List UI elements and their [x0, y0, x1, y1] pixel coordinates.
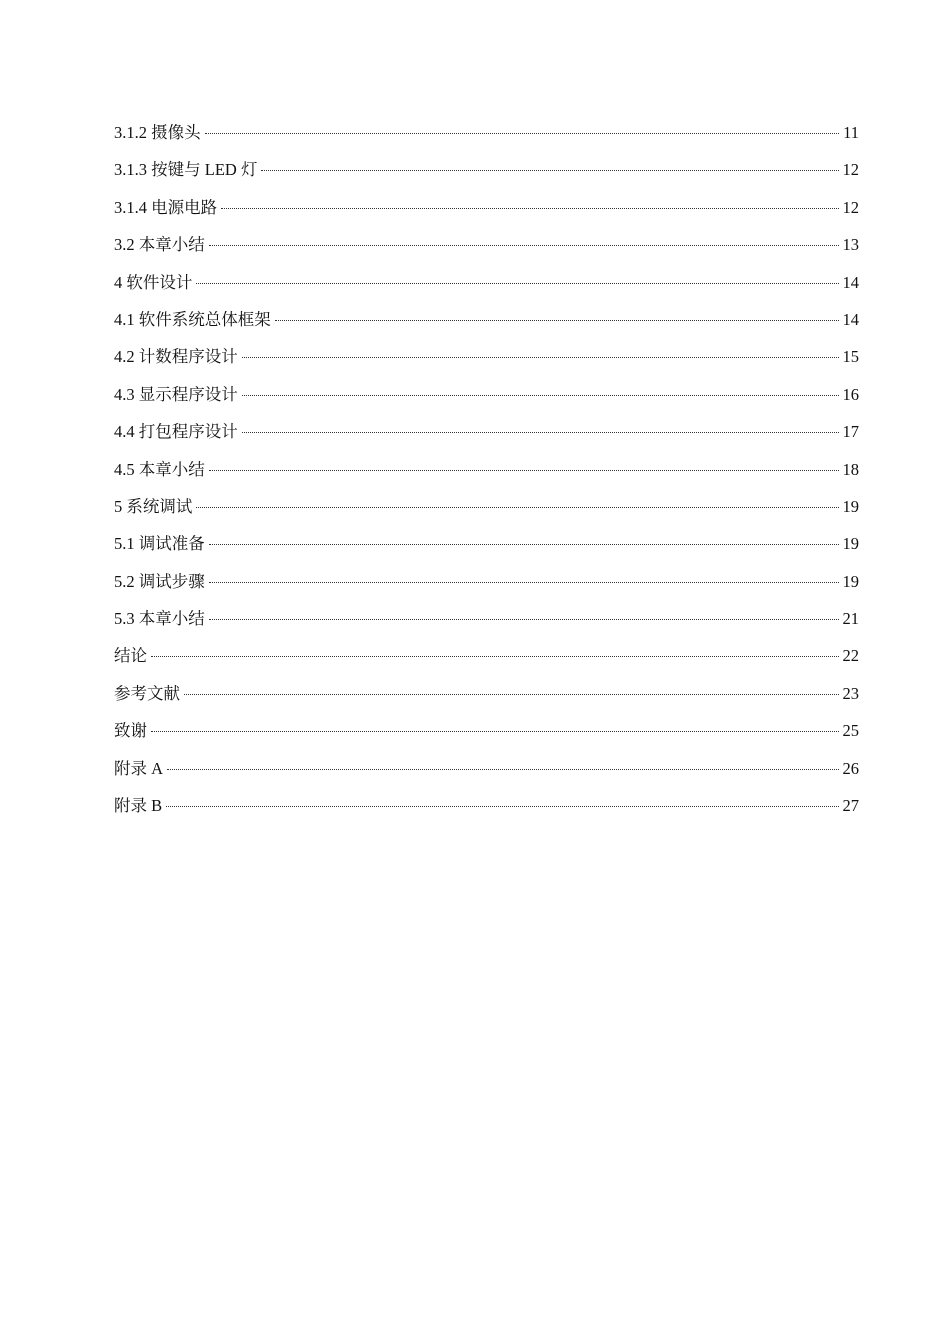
toc-dot-leader [242, 432, 839, 433]
toc-entry-title: 附录 B [114, 796, 163, 816]
toc-dot-leader [209, 470, 839, 471]
toc-entry-page: 19 [842, 534, 859, 554]
toc-dot-leader [261, 170, 838, 171]
toc-entry[interactable] [114, 383, 859, 420]
toc-dot-leader [151, 656, 839, 657]
toc-entry-page: 12 [842, 160, 859, 180]
toc-entry-page: 13 [842, 235, 859, 255]
toc-dot-leader [209, 582, 839, 583]
toc-entry-title: 3.1.2 摄像头 [114, 123, 201, 142]
toc-entry[interactable] [114, 757, 859, 794]
toc-entry-page: 22 [842, 646, 859, 666]
toc-entry[interactable] [114, 345, 859, 382]
toc-entry[interactable] [114, 607, 859, 644]
toc-entry-page: 15 [842, 347, 859, 367]
toc-entry-page: 18 [842, 459, 859, 479]
toc-entry[interactable] [114, 794, 859, 831]
toc-dot-leader [167, 769, 838, 770]
toc-entry-page: 14 [842, 272, 859, 292]
toc-entry-title: 3.2 本章小结 [114, 235, 205, 255]
toc-entry-title: 4 软件设计 [114, 272, 193, 292]
toc-entry-title: 致谢 [114, 721, 147, 741]
toc-dot-leader [166, 806, 838, 807]
toc-entry-title: 5.2 调试步骤 [114, 571, 205, 591]
toc-entry-title: 5.1 调试准备 [114, 534, 205, 554]
toc-entry-title: 结论 [114, 646, 147, 666]
toc-dot-leader [209, 544, 839, 545]
toc-dot-leader [242, 395, 839, 396]
toc-entry-title: 4.4 打包程序设计 [114, 422, 238, 442]
toc-entry-page: 19 [842, 571, 859, 591]
toc-dot-leader [209, 245, 839, 246]
toc-dot-leader [242, 357, 839, 358]
table-of-contents [114, 121, 859, 831]
toc-entry-page: 17 [842, 422, 859, 442]
toc-entry-page: 26 [842, 758, 859, 778]
toc-entry[interactable] [114, 158, 859, 195]
toc-entry[interactable] [114, 233, 859, 270]
toc-entry[interactable] [114, 644, 859, 681]
toc-entry-page: 11 [843, 123, 859, 142]
toc-entry[interactable] [114, 682, 859, 719]
toc-entry-page: 16 [842, 384, 859, 404]
toc-entry-title: 5.3 本章小结 [114, 609, 205, 629]
toc-entry[interactable] [114, 495, 859, 532]
toc-entry-page: 25 [842, 721, 859, 741]
toc-dot-leader [196, 507, 838, 508]
toc-entry-page: 21 [842, 609, 859, 629]
toc-entry[interactable] [114, 458, 859, 495]
toc-entry[interactable] [114, 420, 859, 457]
toc-entry-page: 14 [842, 309, 859, 329]
toc-entry[interactable] [114, 121, 859, 158]
toc-entry[interactable] [114, 570, 859, 607]
toc-entry-title: 3.1.3 按键与 LED 灯 [114, 160, 258, 180]
toc-entry-page: 23 [842, 683, 859, 703]
toc-entry[interactable] [114, 308, 859, 345]
toc-entry-title: 5 系统调试 [114, 496, 193, 516]
toc-dot-leader [275, 320, 839, 321]
toc-entry-title: 3.1.4 电源电路 [114, 197, 218, 217]
toc-dot-leader [221, 208, 838, 209]
toc-dot-leader [184, 694, 839, 695]
toc-entry-title: 4.1 软件系统总体框架 [114, 309, 271, 329]
toc-entry-page: 12 [842, 197, 859, 217]
toc-dot-leader [205, 133, 839, 134]
toc-dot-leader [151, 731, 839, 732]
toc-entry-title: 4.2 计数程序设计 [114, 347, 238, 367]
toc-entry-title: 4.5 本章小结 [114, 459, 205, 479]
toc-dot-leader [209, 619, 839, 620]
toc-entry[interactable] [114, 271, 859, 308]
toc-entry-title: 4.3 显示程序设计 [114, 384, 238, 404]
toc-entry[interactable] [114, 196, 859, 233]
toc-dot-leader [196, 283, 838, 284]
toc-entry[interactable] [114, 532, 859, 569]
toc-entry-title: 附录 A [114, 758, 164, 778]
toc-entry-page: 27 [842, 796, 859, 816]
toc-entry[interactable] [114, 719, 859, 756]
toc-entry-page: 19 [842, 496, 859, 516]
toc-entry-title: 参考文献 [114, 683, 180, 703]
